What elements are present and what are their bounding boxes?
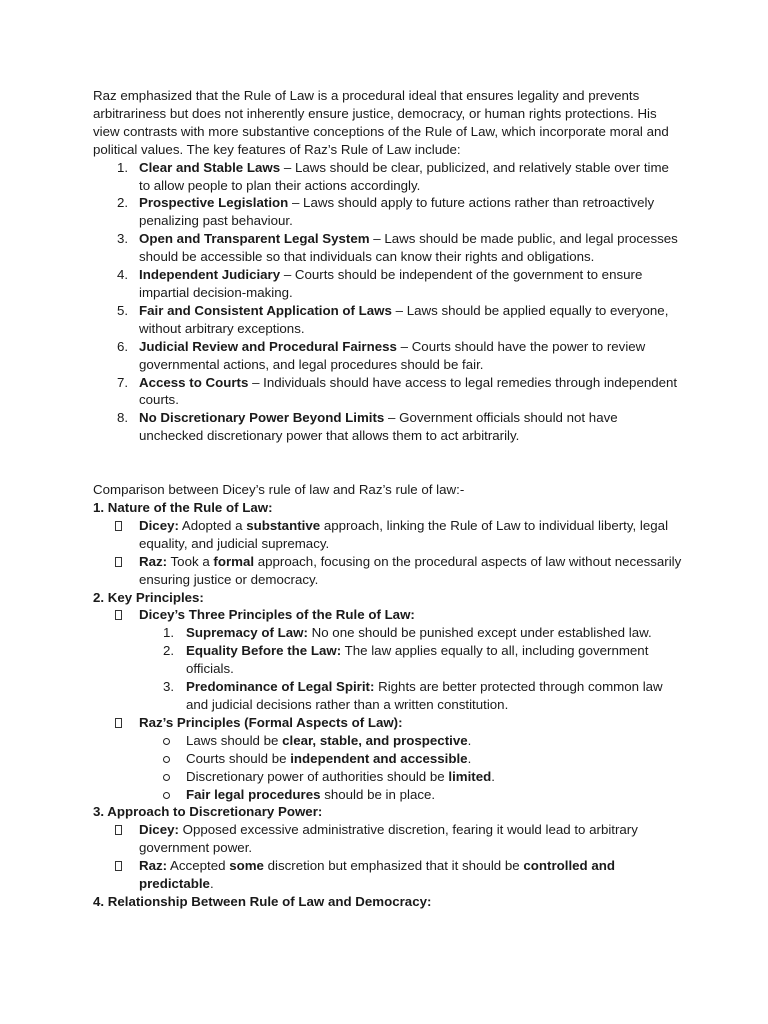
- section-2-list: [93, 606, 683, 624]
- list-item: 1. Clear and Stable Laws – Laws should be clear, publicized, and relatively stable over time to allow people to plan their actions accordingly.: [117, 159, 669, 193]
- section-2-raz-list: [93, 714, 683, 732]
- list-item: Courts should be independent and accessible.: [93, 750, 683, 768]
- list-item: 2. Prospective Legislation – Laws should apply to future actions rather than retroactively penalizing past behaviour.: [117, 195, 655, 229]
- bullet-circle-icon: [163, 756, 170, 763]
- list-item: 5. Fair and Consistent Application of Laws – Laws should be applied equally to everyone, without arbitrary exceptions.: [117, 302, 669, 336]
- raz-principles-list: [93, 732, 683, 804]
- list-item: Fair legal procedures should be in place.: [93, 786, 683, 804]
- bullet-box-icon: [115, 718, 122, 728]
- list-item: 3. Predominance of Legal Spirit: Rights are better protected through common law and judicial decisions rather than a written constitution.: [163, 679, 663, 712]
- section-1-list: [93, 517, 683, 589]
- bullet-box-icon: [115, 610, 122, 620]
- bullet-circle-icon: [163, 774, 170, 781]
- list-item: Dicey: Adopted a substantive approach, linking the Rule of Law to individual liberty, legal equality, and judicial supremacy.: [93, 517, 683, 553]
- dicey-principles-list: [93, 624, 683, 714]
- list-item: 8. No Discretionary Power Beyond Limits – Government officials should not have unchecked discretionary power that allows them to act arbitrarily.: [117, 410, 618, 444]
- list-item: Discretionary power of authorities should be limited.: [93, 768, 683, 786]
- document-page: [93, 87, 683, 911]
- section-heading: 2. Key Principles:: [93, 589, 204, 605]
- list-item: Laws should be clear, stable, and prospective.: [93, 732, 683, 750]
- bullet-box-icon: [115, 557, 122, 567]
- intro-paragraph: Raz emphasized that the Rule of Law is a procedural ideal that ensures legality and prevents arbitrariness but does not inherently ensure justice, democracy, or human rights protections. His view contrasts with more substantive conceptions of the Rule of Law, which incorporate moral and political values. The key features of Raz’s Rule of Law include:: [93, 88, 669, 157]
- bullet-circle-icon: [163, 738, 170, 745]
- list-item: 2. Equality Before the Law: The law applies equally to all, including government officials.: [163, 643, 649, 677]
- bullet-circle-icon: [163, 792, 170, 799]
- comparison-intro: Comparison between Dicey’s rule of law and Raz’s rule of law:-: [93, 482, 465, 498]
- list-item: Dicey: Opposed excessive administrative discretion, fearing it would lead to arbitrary government power.: [93, 821, 683, 857]
- list-item: 1. Supremacy of Law: No one should be punished except under established law.: [163, 625, 652, 641]
- list-item: Raz: Took a formal approach, focusing on the procedural aspects of law without necessarily ensuring justice or democracy.: [93, 553, 683, 589]
- section-heading: 3. Approach to Discretionary Power:: [93, 804, 323, 820]
- list-item: 6. Judicial Review and Procedural Fairness – Courts should have the power to review governmental actions, and legal procedures should be fair.: [117, 338, 646, 372]
- raz-features-list: [93, 159, 683, 446]
- list-item: Raz’s Principles (Formal Aspects of Law):: [93, 714, 683, 732]
- list-item: Raz: Accepted some discretion but emphasized that it should be controlled and predictable.: [93, 857, 683, 893]
- section-heading: 1. Nature of the Rule of Law:: [93, 500, 273, 516]
- section-3-list: [93, 821, 683, 893]
- list-item: 3. Open and Transparent Legal System – Laws should be made public, and legal processes should be accessible so that individuals can know their rights and obligations.: [117, 231, 678, 265]
- bullet-box-icon: [115, 825, 122, 835]
- list-item: 7. Access to Courts – Individuals should have access to legal remedies through independent courts.: [117, 374, 678, 408]
- section-heading: 4. Relationship Between Rule of Law and Democracy:: [93, 893, 432, 909]
- bullet-box-icon: [115, 861, 122, 871]
- list-item: 4. Independent Judiciary – Courts should be independent of the government to ensure impartial decision-making.: [117, 267, 643, 300]
- bullet-box-icon: [115, 521, 122, 531]
- list-item: Dicey’s Three Principles of the Rule of Law:: [93, 606, 683, 624]
